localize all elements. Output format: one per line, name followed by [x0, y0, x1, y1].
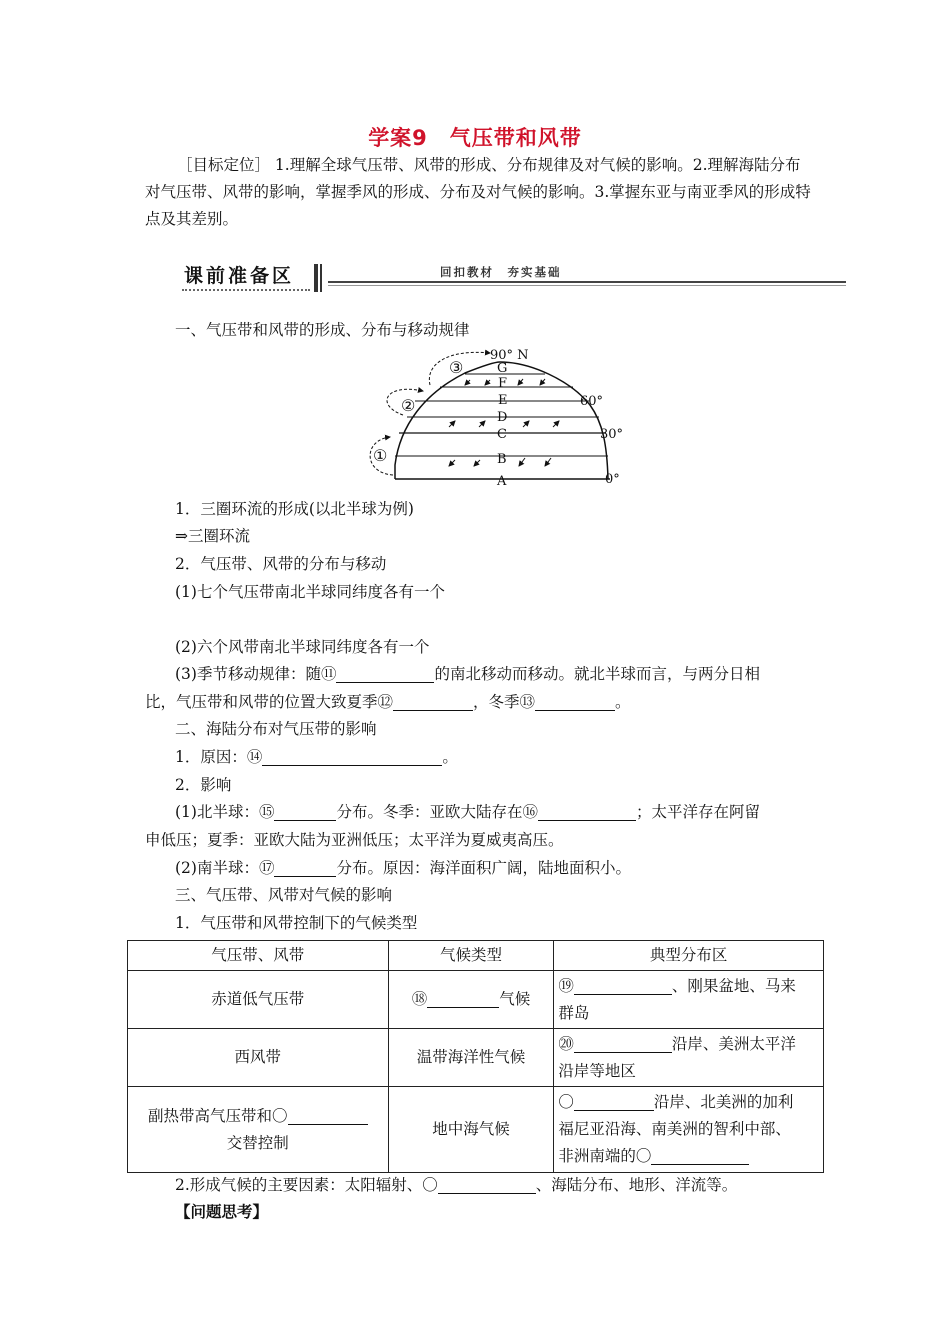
- s2-item1: 1．原因：⑭ 。: [175, 748, 458, 766]
- learning-goals: ［目标定位］ 1.理解全球气压带、风带的形成、分布规律及对气候的影响。2.理解海陆分布对气压带、风带的影响，掌握季风的形成、分布及对气候的影响。3.掌握东亚与南亚季风的形成特点及其差别。: [145, 156, 811, 228]
- circulation-mark-1: ①: [373, 446, 388, 465]
- answer-blank-17[interactable]: [274, 858, 336, 877]
- answer-blank-18[interactable]: [427, 989, 499, 1008]
- circulation-mark-3: ③: [449, 358, 464, 377]
- cell-belt: 西风带: [128, 1029, 389, 1087]
- wind-arrow: [479, 421, 485, 427]
- question-heading: 【问题思考】: [175, 1202, 269, 1221]
- s1-sub3-line2: 比，气压带和风带的位置大致夏季⑫ ，冬季⑬ 。: [145, 693, 631, 711]
- s1-item1: 1．三圈环流的形成(以北半球为例): [175, 500, 414, 518]
- cell-climate: 地中海气候: [388, 1087, 554, 1173]
- belt-letter-e: E: [498, 393, 508, 408]
- answer-blank-14[interactable]: [262, 747, 442, 766]
- banner-subtitle: 回扣教材 夯实基础: [440, 265, 562, 279]
- banner-rule-thin: [328, 285, 846, 286]
- cell-climate: 温带海洋性气候: [388, 1029, 554, 1087]
- cell-climate: ⑱ 气候: [388, 971, 554, 1029]
- wind-arrow: [518, 379, 523, 385]
- s2-sub1-line1: (1)北半球：⑮ 分布。冬季：亚欧大陆存在⑯ ；太平洋存在阿留: [175, 803, 760, 821]
- s3-item1: 1．气压带和风带控制下的气候类型: [175, 914, 418, 932]
- answer-blank-23[interactable]: [651, 1146, 749, 1165]
- answer-blank-11[interactable]: [336, 664, 434, 683]
- s1-sub1: (1)七个气压带南北半球同纬度各有一个: [175, 583, 445, 601]
- section-heading-3: 三、气压带、风带对气候的影响: [175, 886, 393, 904]
- answer-blank-24[interactable]: [438, 1175, 536, 1194]
- cell-belt: 副热带高气压带和〇 交替控制: [128, 1087, 389, 1173]
- table-header-distribution: 典型分布区: [554, 941, 824, 971]
- label-90n: 90° N: [490, 348, 529, 363]
- answer-blank-15[interactable]: [274, 802, 336, 821]
- belt-letter-a: A: [497, 474, 507, 489]
- s1-item2: 2．气压带、风带的分布与移动: [175, 555, 387, 573]
- s3-item2: 2.形成气候的主要因素：太阳辐射、〇 、海陆分布、地形、洋流等。: [175, 1176, 738, 1194]
- answer-blank-21[interactable]: [288, 1106, 368, 1125]
- label-30: 30°: [600, 427, 624, 442]
- belt-letter-c: C: [497, 427, 507, 442]
- banner-dotted-underline: [182, 289, 310, 291]
- table-row: [128, 1029, 824, 1087]
- table-header-belt: 气压带、风带: [128, 941, 389, 971]
- wind-arrow: [449, 460, 455, 466]
- cell-distribution: ⑳ 沿岸、美洲太平洋 沿岸等地区: [554, 1029, 824, 1087]
- belt-letter-f: F: [498, 376, 508, 391]
- table-row: [128, 1087, 824, 1173]
- section-banner: [178, 258, 846, 298]
- s2-sub2: (2)南半球：⑰ 分布。原因：海洋面积广阔，陆地面积小。: [175, 859, 631, 877]
- banner-divider-thin: [320, 264, 322, 292]
- banner-divider: [314, 264, 318, 292]
- s1-sub3-line1: (3)季节移动规律：随⑪ 的南北移动而移动。就北半球而言，与两分日相: [175, 665, 760, 683]
- wind-arrow: [540, 379, 545, 385]
- s1-sub2: (2)六个风带南北半球同纬度各有一个: [175, 638, 430, 656]
- label-60: 60°: [580, 394, 604, 409]
- s2-item2: 2．影响: [175, 776, 232, 794]
- wind-arrow: [474, 460, 480, 466]
- answer-blank-20[interactable]: [574, 1034, 672, 1053]
- section-heading-2: 二、海陆分布对气压带的影响: [175, 720, 377, 738]
- wind-arrow: [449, 421, 455, 427]
- banner-rule: [328, 281, 846, 283]
- wind-arrow: [465, 380, 470, 385]
- wind-arrow: [553, 421, 559, 427]
- circulation-mark-2: ②: [401, 396, 416, 415]
- wind-arrow: [545, 458, 551, 466]
- label-0: 0°: [605, 472, 620, 487]
- climate-table: [127, 940, 824, 1173]
- wind-arrow: [485, 380, 490, 385]
- cell-distribution: ⑲ 、刚果盆地、马来 群岛: [554, 971, 824, 1029]
- table-row: [128, 971, 824, 1029]
- section-heading-1: 一、气压带和风带的形成、分布与移动规律: [175, 321, 470, 339]
- wind-arrow: [523, 421, 529, 427]
- belt-letter-b: B: [497, 452, 507, 467]
- answer-blank-16[interactable]: [538, 802, 636, 821]
- page-title: 学案9 气压带和风带: [368, 126, 582, 150]
- cell-distribution: 〇 沿岸、北美洲的加利 福尼亚沿海、南美洲的智利中部、 非洲南端的〇: [554, 1087, 824, 1173]
- belt-letter-d: D: [497, 410, 508, 425]
- banner-title: 课前准备区: [184, 265, 295, 287]
- answer-blank-19[interactable]: [574, 976, 672, 995]
- s2-sub1-line2: 申低压；夏季：亚欧大陆为亚洲低压；太平洋为夏威夷高压。: [145, 831, 564, 849]
- belt-letter-g: G: [497, 361, 508, 376]
- answer-blank-22[interactable]: [574, 1092, 654, 1111]
- s1-item1-line2: ⇒三圈环流: [175, 527, 250, 545]
- answer-blank-13[interactable]: [535, 692, 615, 711]
- pressure-belt-diagram: [355, 345, 645, 490]
- answer-blank-12[interactable]: [393, 692, 473, 711]
- wind-arrow: [519, 458, 525, 466]
- cell-belt: 赤道低气压带: [128, 971, 389, 1029]
- table-header-climate: 气候类型: [388, 941, 554, 971]
